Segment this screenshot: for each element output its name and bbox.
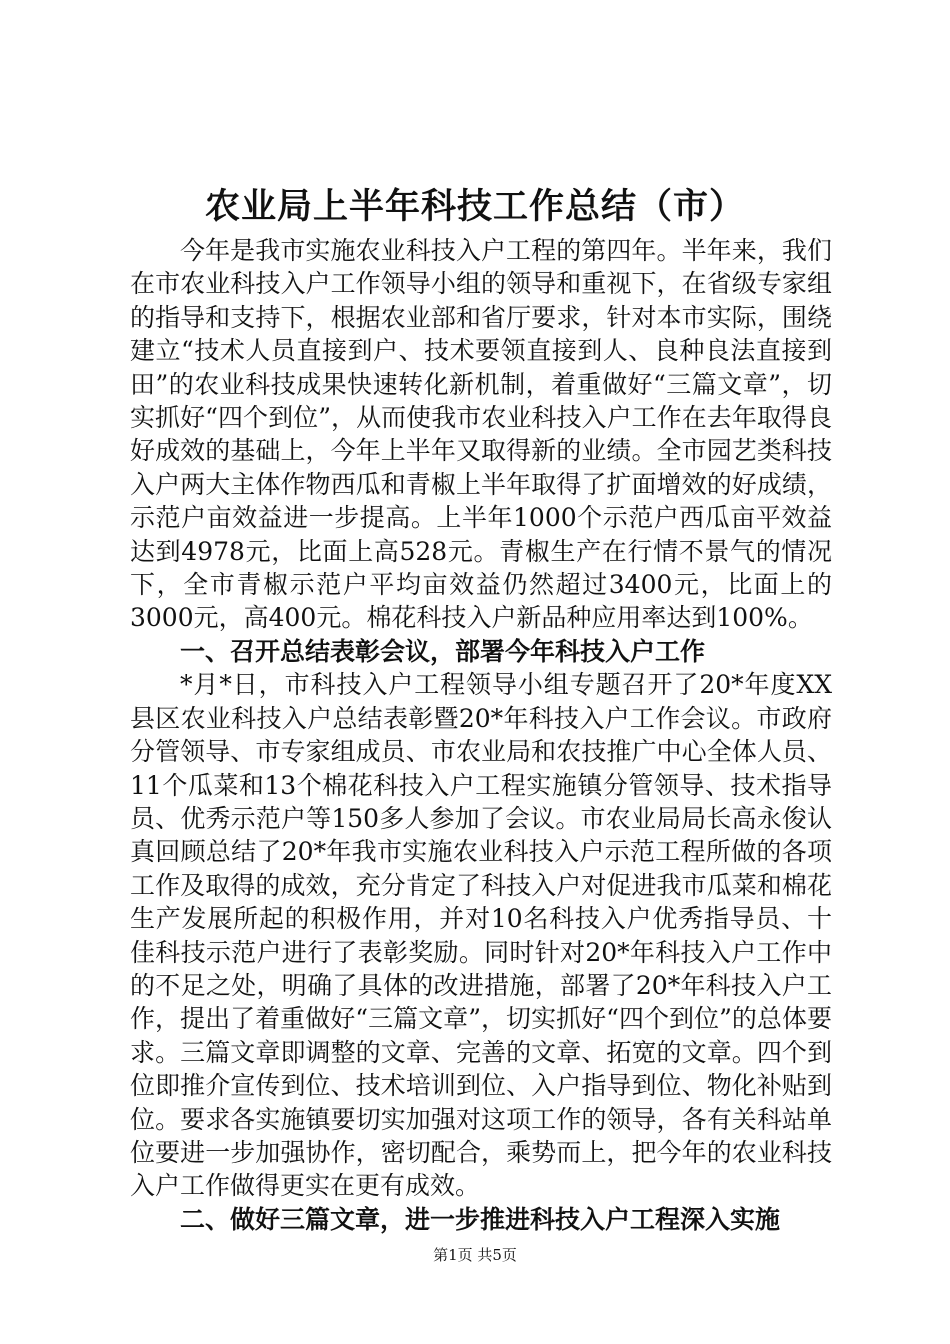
section-heading-1: 一、召开总结表彰会议，部署今年科技入户工作 [180,636,706,666]
paragraph-section-1: *月*日，市科技入户工程领导小组专题召开了20*年度XX县区农业科技入户总结表彰暨20*年科技入户工作会议。市政府分管领导、市专家组成员、市农业局和农技推广中心全体人员、11个瓜菜和13个棉花科技入户工程实施镇分管领导、技术指导员、优秀示范户等150多人参加了会议。市农业局局长高永俊认真回顾总结了20*年我市实施农业科技入户示范工程所做的各项工作及取得的成效，充分肯定了科技入户对促进我市瓜菜和棉花生产发展所起的积极作用，并对10名科技入户优秀指导员、十佳科技示范户进行了表彰奖励。同时针对20*年科技入户工作中的不足之处，明确了具体的改进措施，部署了20*年科技入户工作，提出了着重做好“三篇文章”，切实抓好“四个到位”的总体要求。三篇文章即调整的文章、完善的文章、拓宽的文章。四个到位即推介宣传到位、技术培训到位、入户指导到位、物化补贴到位。要求各实施镇要切实加强对这项工作的领导，各有关科站单位要进一步加强协作，密切配合，乘势而上，把今年的农业科技入户工作做得更实在更有成效。 [130,670,832,1201]
page-footer: 第1页 共5页 [433,1246,517,1264]
paragraph-intro: 今年是我市实施农业科技入户工程的第四年。半年来，我们在市农业科技入户工作领导小组的领导和重视下，在省级专家组的指导和支持下，根据农业部和省厅要求，针对本市实际，围绕建立“技术人员直接到户、技术要领直接到人、良种良法直接到田”的农业科技成果快速转化新机制，着重做好“三篇文章”，切实抓好“四个到位”，从而使我市农业科技入户工作在去年取得良好成效的基础上，今年上半年又取得新的业绩。全市园艺类科技入户两大主体作物西瓜和青椒上半年取得了扩面增效的好成绩，示范户亩效益进一步提高。上半年1000个示范户西瓜亩平效益达到4978元，比面上高528元。青椒生产在行情不景气的情况下，全市青椒示范户平均亩效益仍然超过3400元，比面上的3000元，高400元。棉花科技入户新品种应用率达到100%。 [130,236,832,633]
document-title: 农业局上半年科技工作总结（市） [204,187,745,227]
section-heading-2: 二、做好三篇文章，进一步推进科技入户工程深入实施 [180,1204,781,1234]
document-body [130,234,832,1236]
